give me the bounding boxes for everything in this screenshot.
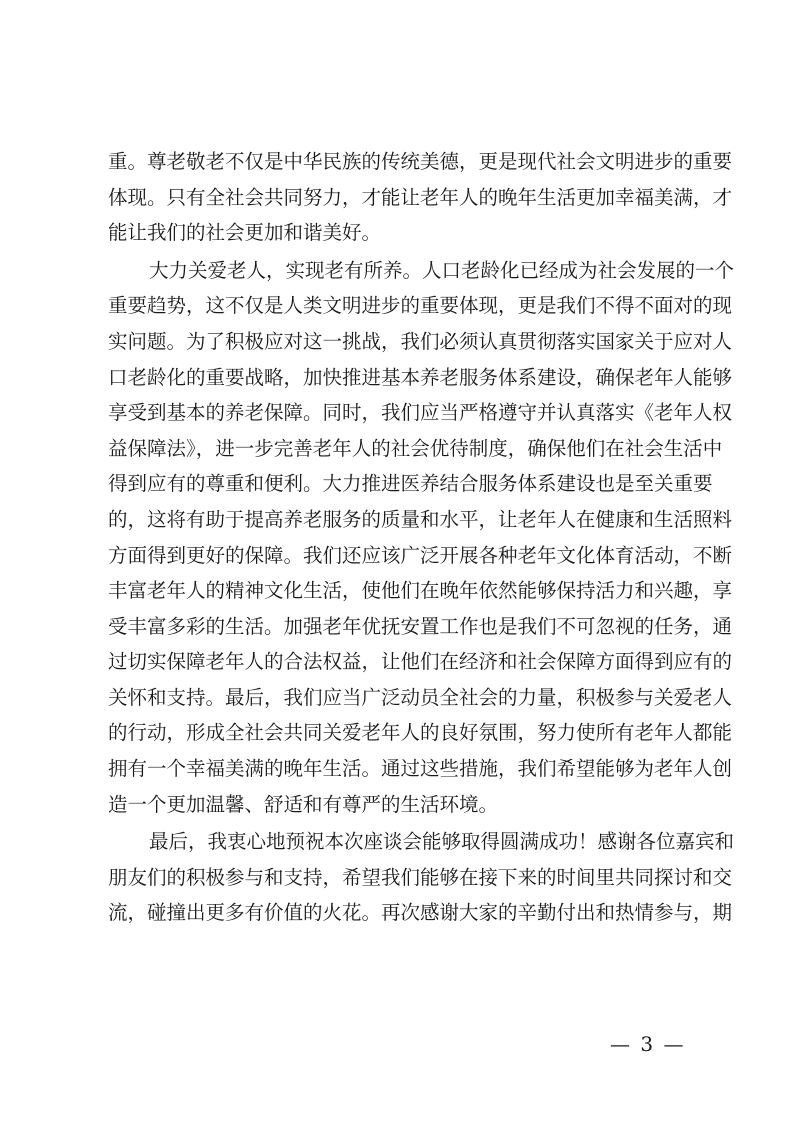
text-line: 口老龄化的重要战略，加快推进基本养老服务体系建设，确保老年人能够 xyxy=(108,366,733,389)
text-line: 过切实保障老年人的合法权益，让他们在经济和社会保障方面得到应有的 xyxy=(108,650,733,673)
text-line: 能让我们的社会更加和谐美好。 xyxy=(108,221,382,244)
text-line: 重。尊老敬老不仅是中华民族的传统美德，更是现代社会文明进步的重要 xyxy=(108,150,733,173)
text-line: 朋友们的积极参与和支持，希望我们能够在接下来的时间里共同探讨和交 xyxy=(108,866,733,889)
text-line: 最后，我衷心地预祝本次座谈会能够取得圆满成功！感谢各位嘉宾和 xyxy=(149,830,735,853)
page-number: — 3 — xyxy=(610,1032,686,1056)
text-line: 大力关爱老人，实现老有所养。人口老龄化已经成为社会发展的一个 xyxy=(149,259,735,282)
text-line: 重要趋势，这不仅是人类文明进步的重要体现，更是我们不得不面对的现 xyxy=(108,294,733,317)
text-line: 享受到基本的养老保障。同时，我们应当严格遵守并认真落实《老年人权 xyxy=(108,401,733,424)
text-line: 丰富老年人的精神文化生活，使他们在晚年依然能够保持活力和兴趣，享 xyxy=(108,579,733,602)
text-line: 方面得到更好的保障。我们还应该广泛开展各种老年文化体育活动，不断 xyxy=(108,544,733,567)
text-line: 拥有一个幸福美满的晚年生活。通过这些措施，我们希望能够为老年人创 xyxy=(108,757,733,780)
text-line: 的行动，形成全社会共同关爱老年人的良好氛围，努力使所有老年人都能 xyxy=(108,721,733,744)
text-line: 受丰富多彩的生活。加强老年优抚安置工作也是我们不可忽视的任务，通 xyxy=(108,615,733,638)
text-line: 得到应有的尊重和便利。大力推进医养结合服务体系建设也是至关重要 xyxy=(108,472,713,495)
text-line: 流，碰撞出更多有价值的火花。再次感谢大家的辛勤付出和热情参与，期 xyxy=(108,901,733,924)
text-line: 的，这将有助于提高养老服务的质量和水平，让老年人在健康和生活照料 xyxy=(108,508,733,531)
text-line: 造一个更加温馨、舒适和有尊严的生活环境。 xyxy=(108,793,499,816)
text-line: 体现。只有全社会共同努力，才能让老年人的晚年生活更加幸福美满，才 xyxy=(108,186,733,209)
text-line: 关怀和支持。最后，我们应当广泛动员全社会的力量，积极参与关爱老人 xyxy=(108,686,733,709)
text-line: 实问题。为了积极应对这一挑战，我们必须认真贯彻落实国家关于应对人 xyxy=(108,330,733,353)
text-line: 益保障法》，进一步完善老年人的社会优待制度，确保他们在社会生活中 xyxy=(108,437,723,460)
